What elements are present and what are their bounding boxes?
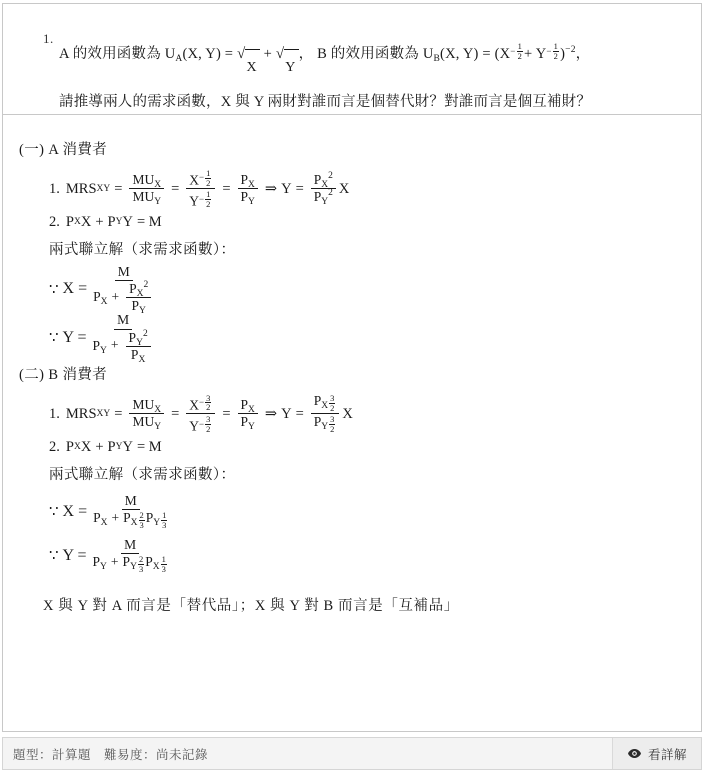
term1-sub: Y bbox=[130, 562, 137, 573]
q1-exp1 bbox=[510, 34, 524, 68]
sqrt-y-body: Y bbox=[284, 49, 298, 85]
therefore-symbol: ∵ bbox=[49, 548, 59, 565]
question-number: 1. bbox=[43, 31, 54, 46]
y-var: Y bbox=[281, 405, 292, 422]
y-exp-sign: − bbox=[199, 193, 205, 204]
px-label: P bbox=[313, 172, 322, 188]
term2-exp-den: 3 bbox=[161, 563, 166, 574]
term2-exp-num: 1 bbox=[162, 510, 167, 521]
px-sub: X bbox=[136, 289, 144, 300]
py-sub: Y bbox=[136, 337, 143, 348]
mu-ratio bbox=[129, 172, 164, 208]
term1-base: P bbox=[123, 510, 131, 526]
term1-exp bbox=[138, 555, 144, 573]
y-power bbox=[186, 414, 215, 433]
x-base: X bbox=[189, 172, 200, 188]
x-power bbox=[186, 394, 215, 414]
y-exp-den: 2 bbox=[206, 423, 211, 434]
inner-den bbox=[129, 298, 149, 317]
y-exponent bbox=[199, 415, 212, 433]
mu-y bbox=[129, 189, 164, 208]
y-base: Y bbox=[189, 193, 200, 209]
q1-outer-exp: −2 bbox=[565, 45, 576, 55]
equals-4: = bbox=[295, 405, 304, 422]
x-exp-sign: − bbox=[199, 172, 205, 183]
py-label: P bbox=[313, 189, 322, 205]
py-sub: Y bbox=[100, 562, 107, 573]
x-exp-den: 2 bbox=[206, 402, 211, 413]
equals-2: = bbox=[171, 405, 180, 422]
solve-label-b: 兩式聯立解（求需求函數）： bbox=[49, 466, 236, 483]
income-m: M bbox=[115, 265, 133, 281]
py-exp-num: 3 bbox=[330, 414, 335, 425]
mu-y-sub: Y bbox=[154, 422, 162, 433]
denominator bbox=[90, 280, 157, 317]
py-sub: Y bbox=[248, 422, 255, 433]
sqrt-y bbox=[276, 47, 299, 85]
mu-x-sub: X bbox=[154, 180, 162, 191]
px-label: P bbox=[93, 510, 101, 526]
denominator bbox=[90, 510, 171, 529]
q1-plus2: + Y bbox=[524, 46, 547, 62]
demand-x-a bbox=[49, 263, 687, 317]
term1-exp-num: 2 bbox=[139, 510, 144, 521]
mu-x bbox=[129, 398, 164, 414]
equals-4: = bbox=[295, 180, 304, 197]
term2-exp-den: 3 bbox=[162, 519, 167, 530]
term2-exp bbox=[161, 555, 167, 573]
px-label: P bbox=[240, 172, 249, 188]
term2-base: P bbox=[145, 554, 153, 570]
y-exp-frac bbox=[205, 415, 211, 433]
demand-y-fraction bbox=[90, 538, 171, 573]
y-exp-frac bbox=[205, 190, 211, 208]
x-exp-sign: − bbox=[199, 397, 205, 408]
question-line-2: 請推導兩人的需求函數，X 與 Y 兩財對誰而言是個替代財？對誰而言是個互補財？ bbox=[59, 94, 592, 110]
y-exp-sign: − bbox=[199, 418, 205, 429]
px-sub: X bbox=[100, 296, 108, 307]
q1-exp1-frac bbox=[517, 42, 523, 60]
result-ratio-b bbox=[311, 394, 340, 433]
step-number: 2. bbox=[49, 213, 60, 230]
plus-sign: + bbox=[95, 438, 104, 455]
implies-arrow: ⇒ bbox=[264, 180, 278, 197]
equals-m: = M bbox=[136, 438, 162, 455]
plus-sign: + bbox=[111, 288, 120, 304]
x-exp-frac bbox=[205, 394, 211, 412]
section-title-a: (一) A 消費者 bbox=[19, 142, 108, 158]
q1-exp2 bbox=[546, 34, 560, 68]
equals-m: = M bbox=[136, 213, 162, 230]
mu-x-sub: X bbox=[154, 405, 162, 416]
py-sup: 2 bbox=[142, 328, 148, 339]
y-exp-num: 1 bbox=[206, 189, 211, 200]
demand-x-b bbox=[49, 490, 687, 534]
x-exp-num: 1 bbox=[206, 168, 211, 178]
question-meta: 題型：計算題 難易度：尚未記錄 bbox=[3, 738, 613, 769]
py-label: P bbox=[313, 414, 322, 430]
q1-exp1-sign: − bbox=[510, 46, 516, 56]
px-label: P bbox=[65, 438, 74, 455]
x-equals: X = bbox=[62, 502, 88, 520]
q1-plus: + bbox=[263, 46, 272, 62]
inner-fraction bbox=[126, 280, 151, 317]
income-m: M bbox=[122, 494, 140, 510]
section-a-step-2 bbox=[49, 209, 687, 235]
mrs-label: MRS bbox=[65, 405, 97, 422]
term1-exp-den: 3 bbox=[138, 563, 144, 574]
demand-x-fraction bbox=[90, 494, 171, 529]
py-label: P bbox=[92, 554, 101, 570]
inner-den bbox=[128, 346, 148, 365]
y-var: Y bbox=[122, 213, 133, 230]
q1-fn-b-args: (X, Y) = (X bbox=[440, 46, 511, 62]
q1-fn-b-sub: B bbox=[433, 54, 441, 64]
px-label: P bbox=[129, 281, 137, 297]
q1-mid: B 的效用函數為 bbox=[317, 46, 419, 62]
px-sub: X bbox=[248, 180, 255, 191]
demand-y-a bbox=[49, 312, 687, 365]
mu-y-label: MU bbox=[132, 414, 155, 430]
py-label: P bbox=[240, 414, 249, 430]
mu-y bbox=[129, 414, 164, 433]
x-var: X bbox=[80, 213, 92, 230]
py-label: P bbox=[107, 438, 116, 455]
x-exp-den: 2 bbox=[206, 177, 211, 188]
px-label: P bbox=[240, 397, 249, 413]
eye-icon bbox=[627, 748, 642, 759]
equals-2: = bbox=[171, 180, 180, 197]
demand-y-b bbox=[49, 534, 687, 578]
conclusion-text: X 與 Y 對 A 而言是「替代品」；X 與 Y 對 B 而言是「互補品」 bbox=[43, 597, 459, 614]
py bbox=[238, 189, 258, 208]
q1-fn-b: U bbox=[422, 46, 434, 62]
q1-comma: ， bbox=[298, 46, 314, 62]
q1-fn-a-sub: A bbox=[175, 54, 183, 64]
solve-label-a: 兩式聯立解（求需求函數）： bbox=[49, 241, 236, 258]
mu-y-label: MU bbox=[132, 189, 155, 205]
x-exponent bbox=[199, 394, 212, 412]
term1-base: P bbox=[122, 554, 131, 570]
income-m: M bbox=[114, 313, 132, 329]
equals-3: = bbox=[222, 405, 231, 422]
q1-exp2-den: 2 bbox=[553, 50, 559, 61]
radical-glyph: √ bbox=[275, 46, 285, 62]
radical-glyph: √ bbox=[237, 46, 246, 62]
result-ratio-a bbox=[311, 171, 336, 208]
py-sub: Y bbox=[321, 422, 329, 433]
q1-exp1-num: 1 bbox=[517, 41, 523, 51]
px-label: P bbox=[93, 288, 101, 304]
plus-sign: + bbox=[110, 554, 119, 570]
px-squared bbox=[311, 173, 336, 189]
income-m: M bbox=[121, 538, 139, 554]
mrs-equation-a: 1. MRS XY = $\frac{MU_X}{MU_Y}$ = X − $\frac{1}{2}$ Y − $\frac{1}{2}$ = $\frac{P_X}{P_Y}$ ⇒ Y = $\frac{P_X^2}{P_Y^2}$ X bbox=[49, 168, 350, 209]
x-var: X bbox=[80, 438, 92, 455]
mrs-label: MRS bbox=[65, 180, 97, 197]
equals-1: = bbox=[114, 180, 123, 197]
q1-fn-a: U bbox=[164, 46, 176, 62]
py-sub: Y bbox=[100, 345, 107, 356]
y-equals: Y = bbox=[62, 546, 87, 564]
view-solution-button[interactable] bbox=[613, 738, 701, 769]
px-sub: X bbox=[321, 401, 329, 412]
q1-close: ) bbox=[560, 46, 566, 62]
plus-sign: + bbox=[111, 510, 120, 526]
y-var: Y bbox=[281, 180, 292, 197]
result-tail: X bbox=[338, 180, 350, 197]
px-sub: X bbox=[248, 405, 255, 416]
px-sub: X bbox=[100, 518, 108, 529]
px-label: P bbox=[130, 346, 139, 362]
budget-constraint-b: 2. P X X + P Y Y = M bbox=[49, 434, 687, 460]
term2-base: P bbox=[145, 510, 154, 526]
inner-fraction bbox=[126, 328, 151, 365]
term2-exp-num: 1 bbox=[161, 554, 166, 565]
q1-exp2-frac bbox=[553, 42, 559, 60]
py-sup: 2 bbox=[328, 188, 333, 199]
q1-fn-a-args: (X, Y) = bbox=[182, 46, 234, 62]
mu-x bbox=[129, 173, 164, 189]
px-power bbox=[311, 394, 340, 414]
inner-num bbox=[126, 328, 151, 348]
py-exp-frac bbox=[329, 415, 335, 433]
py-label: P bbox=[131, 298, 140, 314]
inner-num bbox=[126, 282, 151, 298]
y-base: Y bbox=[189, 418, 200, 434]
y-power bbox=[186, 189, 215, 208]
xy-power-ratio-b bbox=[186, 394, 215, 434]
px-sup: 2 bbox=[143, 280, 149, 291]
sqrt-x-body: X bbox=[245, 49, 259, 85]
demand-x-fraction bbox=[90, 263, 157, 317]
answer-area bbox=[3, 115, 701, 630]
py-label: P bbox=[128, 329, 137, 345]
view-solution-label: 看詳解 bbox=[647, 747, 687, 762]
py-label: P bbox=[107, 213, 116, 230]
section-b-step-2 bbox=[49, 434, 687, 460]
py-sub: Y bbox=[139, 306, 146, 317]
demand-y-fraction bbox=[90, 312, 157, 365]
y-var: Y bbox=[122, 438, 133, 455]
y-exp-num: 3 bbox=[206, 414, 211, 425]
term1-exp-den: 3 bbox=[139, 519, 144, 530]
x-base: X bbox=[189, 397, 200, 413]
question-area bbox=[3, 4, 701, 115]
py-exp-den: 2 bbox=[330, 423, 335, 434]
mu-x-label: MU bbox=[132, 172, 155, 188]
q1-end: ， bbox=[575, 46, 591, 62]
px-label: P bbox=[65, 213, 74, 230]
q1-exp2-sign: − bbox=[546, 46, 552, 56]
section-a-step-1 bbox=[49, 169, 687, 209]
price-ratio-b bbox=[238, 397, 258, 433]
px bbox=[238, 398, 258, 414]
question-text bbox=[59, 22, 687, 119]
step-number: 1. bbox=[49, 405, 60, 422]
mrs-equation-b: 1. MRS XY = $\frac{MU_X}{MU_Y}$ = X − $\frac{3}{2}$ Y − $\frac{3}{2}$ = $\frac{P_X}{P_Y}$ ⇒ Y = $P_X$ $\frac{3}{2}$ $P_Y$ $\frac{3}{2}$ X bbox=[49, 392, 353, 434]
question-line-1 bbox=[59, 22, 687, 85]
step-number: 1. bbox=[49, 180, 60, 197]
equals-1: = bbox=[114, 405, 123, 422]
plus-sign: + bbox=[110, 337, 119, 353]
implies-arrow: ⇒ bbox=[264, 405, 278, 422]
budget-constraint-a: 2. P X X + P Y Y = M bbox=[49, 209, 687, 235]
footer-bar bbox=[2, 737, 702, 770]
plus-sign: + bbox=[95, 213, 104, 230]
term2-sub: X bbox=[152, 562, 160, 573]
x-power bbox=[186, 169, 215, 189]
py bbox=[238, 414, 258, 433]
therefore-symbol: ∵ bbox=[49, 330, 59, 347]
px-exp-den: 2 bbox=[330, 402, 335, 413]
py-sub: Y bbox=[248, 197, 255, 208]
x-exp-frac bbox=[205, 169, 211, 187]
term2-exp bbox=[161, 511, 167, 529]
py-label: P bbox=[92, 337, 101, 353]
py-label: P bbox=[240, 189, 249, 205]
equals-3: = bbox=[222, 180, 231, 197]
therefore-symbol: ∵ bbox=[49, 281, 59, 298]
denominator bbox=[90, 554, 171, 573]
px-exp-num: 3 bbox=[330, 393, 335, 404]
py-sub: Y bbox=[321, 197, 329, 208]
term2-sub: Y bbox=[153, 518, 161, 529]
term1-exp bbox=[139, 511, 145, 529]
result-tail: X bbox=[342, 405, 353, 422]
q1-exp1-den: 2 bbox=[517, 50, 523, 61]
xy-power-ratio-a bbox=[186, 169, 215, 209]
therefore-symbol: ∵ bbox=[49, 504, 59, 521]
x-equals: X = bbox=[62, 280, 88, 298]
denominator bbox=[90, 328, 157, 365]
y-equals: Y = bbox=[62, 328, 87, 346]
x-exponent bbox=[199, 169, 212, 187]
mu-x-label: MU bbox=[132, 397, 155, 413]
q1-exp2-num: 1 bbox=[553, 41, 559, 51]
question-answer-panel bbox=[2, 3, 702, 732]
py-squared bbox=[311, 188, 336, 208]
step-number: 2. bbox=[49, 438, 60, 455]
y-exp-den: 2 bbox=[206, 198, 211, 209]
px-sub: X bbox=[321, 180, 329, 191]
term1-sub: X bbox=[130, 518, 138, 529]
px-sup: 2 bbox=[328, 171, 333, 182]
px-exp-frac bbox=[329, 394, 335, 412]
price-ratio-a bbox=[238, 172, 258, 208]
px bbox=[238, 173, 258, 189]
section-title-b: (二) B 消費者 bbox=[19, 366, 108, 383]
q1-prefix: A 的效用函數為 bbox=[59, 46, 161, 62]
py-power bbox=[311, 414, 340, 433]
term1-exp-num: 2 bbox=[138, 554, 144, 565]
mu-y-sub: Y bbox=[154, 197, 162, 208]
mu-ratio bbox=[129, 397, 164, 433]
y-exponent bbox=[199, 190, 212, 208]
sqrt-x bbox=[237, 47, 260, 85]
section-b-step-1 bbox=[49, 394, 687, 434]
x-exp-num: 3 bbox=[206, 392, 211, 403]
px-sub: X bbox=[138, 354, 146, 365]
px-label: P bbox=[313, 393, 322, 409]
